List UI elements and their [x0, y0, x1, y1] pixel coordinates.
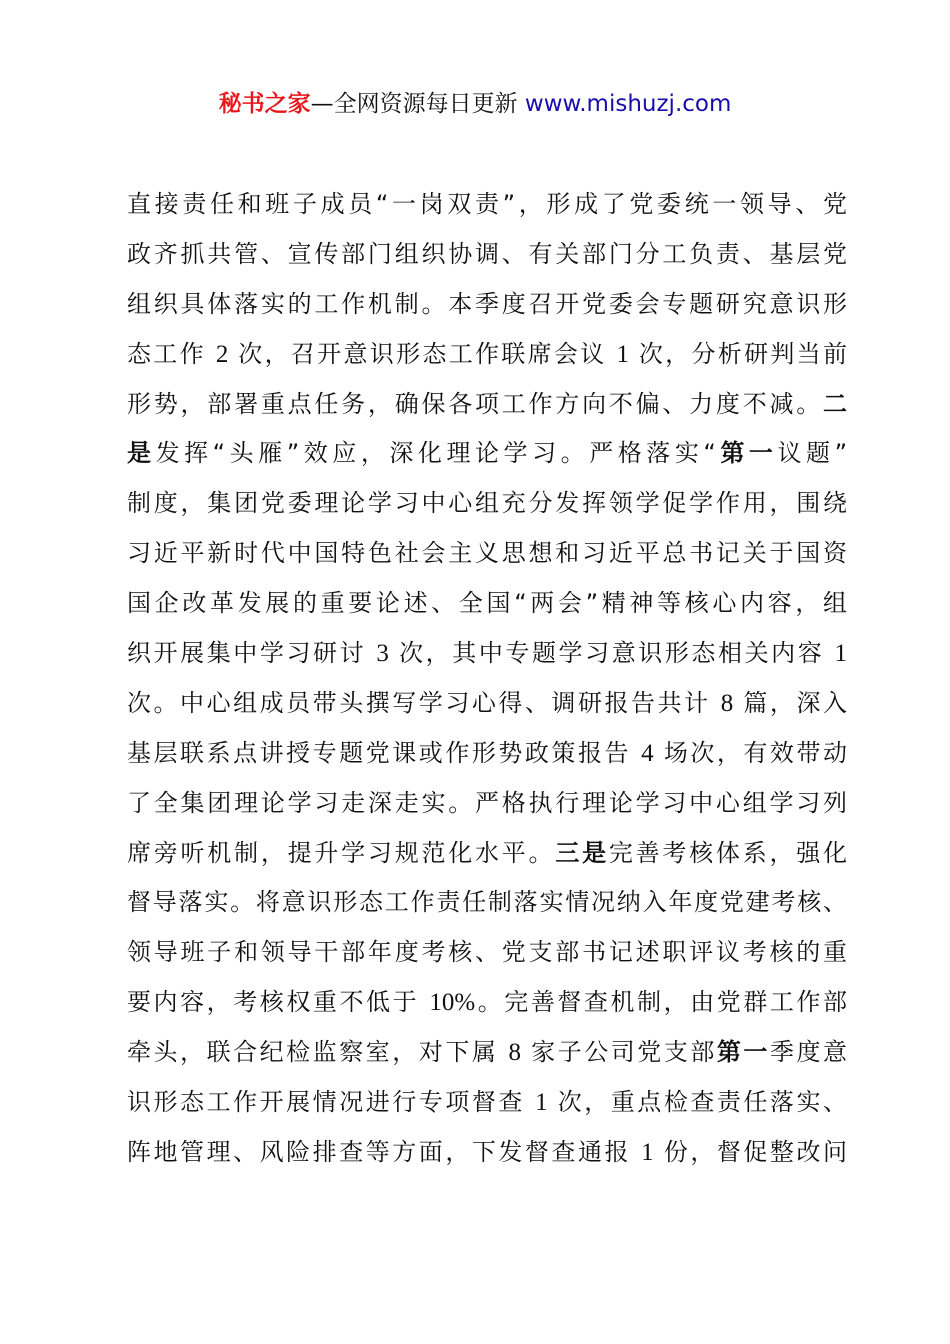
page-header — [0, 86, 950, 122]
number-run: 8 — [720, 689, 734, 717]
bold-text-run: 三是 — [555, 838, 609, 867]
text-run: 国企改革发展的重要论述、全国“两会”精神等核心内容，组 — [127, 589, 847, 618]
bold-text-run: 二 — [823, 389, 847, 418]
header-tagline: —全网资源每日更新 — [310, 91, 525, 117]
text-run: 织开展集中学习研讨 — [127, 639, 377, 668]
number-run: 10% — [429, 989, 476, 1017]
text-run: 基层联系点讲授专题党课或作形势政策报告 — [127, 738, 642, 767]
text-run: 季度意 — [769, 1038, 847, 1067]
text-run: 。完善督查机制，由党群工作部 — [475, 988, 847, 1017]
text-run: 阵地管理、风险排查等方面，下发督查通报 — [127, 1137, 642, 1166]
header-brand: 秘书之家 — [218, 91, 311, 117]
text-line — [127, 729, 847, 779]
text-line — [127, 878, 847, 928]
text-run: 态工作 — [127, 339, 216, 368]
text-line — [127, 180, 847, 230]
text-line — [127, 230, 847, 280]
text-line — [127, 579, 847, 629]
bold-text-run: 第一 — [715, 439, 778, 468]
text-run: 形势，部署重点任务，确保各项工作方向不偏、力度不减。 — [127, 389, 823, 418]
text-line — [127, 280, 847, 330]
text-run: 了全集团理论学习走深走实。严格执行理论学习中心组学习列 — [127, 788, 847, 817]
text-line — [127, 1078, 847, 1128]
text-run: 习近平新时代中国特色社会主义思想和习近平总书记关于国资 — [127, 539, 847, 568]
number-run: 3 — [376, 640, 389, 668]
text-run: 督导落实。将意识形态工作责任制落实情况纳入年度党建考核、 — [127, 888, 847, 917]
text-run: 完善考核体系，强化 — [608, 838, 848, 867]
bold-text-run: 第一 — [716, 1038, 770, 1067]
text-run: 直接责任和班子成员“一岗双责”，形成了党委统一领导、党 — [127, 190, 847, 218]
text-line — [127, 330, 847, 380]
text-line — [127, 479, 847, 529]
text-line — [127, 679, 847, 729]
text-line — [127, 380, 847, 430]
header-url-link[interactable]: www.mishuzj.com — [524, 91, 732, 117]
text-line — [127, 1128, 847, 1178]
text-line — [127, 928, 847, 978]
text-line — [127, 529, 847, 579]
text-run: 政齐抓共管、宣传部门组织协调、有关部门分工负责、基层党 — [127, 239, 847, 268]
text-line — [127, 978, 847, 1028]
number-run: 1 — [641, 1138, 654, 1166]
text-run: 篇，深入 — [733, 688, 847, 717]
number-run: 1 — [616, 340, 629, 368]
number-run: 4 — [641, 739, 654, 767]
text-run: 家子公司党支部 — [521, 1038, 717, 1067]
body-paragraph — [127, 180, 847, 1178]
text-run: 制度，集团党委理论学习中心组充分发挥领学促学作用，围绕 — [127, 489, 847, 518]
text-line — [127, 829, 847, 879]
bold-text-run: 是 — [127, 439, 156, 468]
text-run: 发挥“头雁”效应，深化理论学习。严格落实“ — [155, 439, 716, 468]
text-line — [127, 779, 847, 829]
number-run: 8 — [508, 1039, 522, 1067]
text-line — [127, 629, 847, 679]
text-run: 场次，有效带动 — [653, 738, 847, 767]
text-run: 次，分析研判当前 — [628, 339, 847, 368]
text-run: 议题” — [777, 439, 848, 468]
text-line — [127, 429, 847, 479]
text-run: 份，督促整改问 — [653, 1137, 847, 1166]
number-run: 2 — [215, 340, 229, 368]
text-run: 识形态工作开展情况进行专项督查 — [127, 1088, 536, 1117]
text-run: 组织具体落实的工作机制。本季度召开党委会专题研究意识形 — [127, 289, 847, 318]
text-run: 次，其中专题学习意识形态相关内容 — [388, 639, 835, 668]
text-line — [127, 1028, 847, 1078]
text-run: 席旁听机制，提升学习规范化水平。 — [127, 838, 556, 867]
text-run: 要内容，考核权重不低于 — [127, 988, 430, 1017]
text-run: 次，召开意识形态工作联席会议 — [228, 339, 617, 368]
text-run: 牵头，联合纪检监察室，对下属 — [127, 1038, 509, 1067]
number-run: 1 — [535, 1089, 548, 1117]
text-run: 次。中心组成员带头撰写学习心得、调研报告共计 — [127, 688, 721, 717]
text-run: 次，重点检查责任落实、 — [547, 1088, 847, 1117]
text-run: 领导班子和领导干部年度考核、党支部书记述职评议考核的重 — [127, 938, 847, 967]
number-run: 1 — [834, 640, 847, 668]
